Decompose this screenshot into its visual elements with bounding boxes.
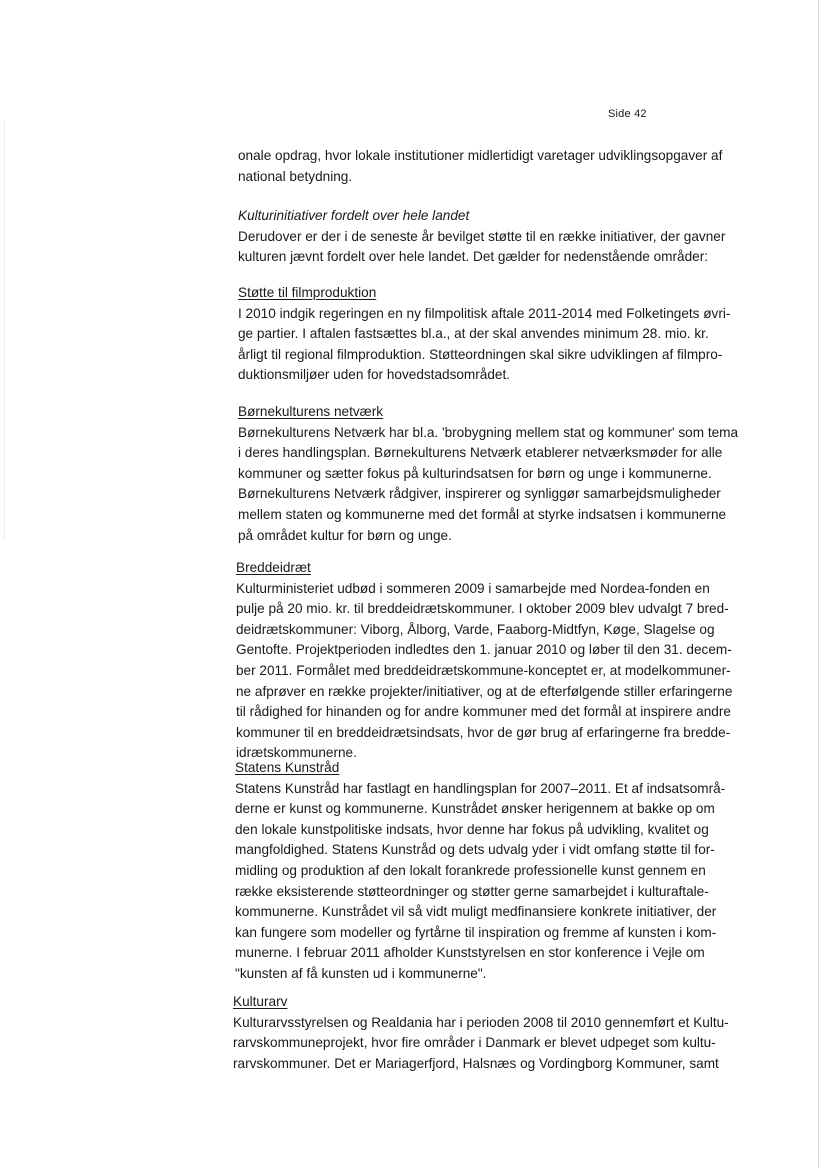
text-line: kommuner og sætter fokus på kulturindsatsen for børn og unge i kommunerne.: [238, 465, 712, 481]
text-line: kommuner til en breddeidrætsindsats, hvor de gør brug af erfaringerne fra bredde-: [236, 724, 731, 740]
text-line: derne er kunst og kommunerne. Kunstrådet ønsker herigennem at bakke op om: [235, 801, 715, 817]
section-heading: Statens Kunstråd: [235, 760, 340, 775]
text-line: ne afprøver en række projekter/initiativer, og at de efterfølgende stiller erfaringerne: [236, 683, 733, 699]
text-line: Kulturarvsstyrelsen og Realdania har i perioden 2008 til 2010 gennemført et Kultu-: [233, 1014, 729, 1030]
section-kulturarv: [233, 992, 729, 1074]
section-heading: Kulturinitiativer fordelt over hele landet: [238, 208, 470, 223]
section-heading: Breddeidræt: [236, 560, 311, 575]
text-line: munerne. I februar 2011 afholder Kunststyrelsen en stor konference i Vejle om: [235, 945, 705, 961]
scan-edge: [4, 120, 5, 540]
section-breddeidraet: [236, 558, 732, 764]
text-line: Kulturministeriet udbød i sommeren 2009 i samarbejde med Nordea-fonden en: [236, 580, 710, 596]
text-line: national betydning.: [238, 168, 353, 184]
text-line: mangfoldighed. Statens Kunstråd og dets udvalg yder i vidt omfang støtte til for-: [235, 842, 715, 858]
text-line: Statens Kunstråd har fastlagt en handlingsplan for 2007–2011. Et af indsatsområ-: [235, 780, 726, 796]
text-line: "kunsten af få kunsten ud i kommunerne".: [235, 965, 487, 981]
text-line: kan fungere som modeller og fyrtårne til inspiration og fremme af kunsten i kom-: [235, 924, 717, 940]
text-line: til rådighed for hinanden og for andre kommuner med det formål at inspirere andre: [236, 704, 731, 720]
text-line: duktionsmiljøer uden for hovedstadsområdet.: [238, 367, 511, 383]
text-line: ge partier. I aftalen fastsættes bl.a., at der skal anvendes minimum 28. mio. kr.: [238, 326, 709, 342]
text-line: idrætskommunerne.: [236, 745, 357, 761]
page-number: Side 42: [608, 108, 647, 120]
intro-paragraph: [238, 146, 722, 187]
text-line: i deres handlingsplan. Børnekulturens Netværk etablerer netværksmøder for alle: [238, 445, 723, 461]
text-line: midling og produktion af den lokalt forankrede professionelle kunst gennem en: [235, 862, 706, 878]
text-line: årligt til regional filmproduktion. Støtteordningen skal sikre udviklingen af filmpro-: [238, 346, 723, 362]
section-kulturinitiativer: [238, 206, 725, 268]
text-line: mellem staten og kommunerne med det formål at styrke indsatsen i kommunerne: [238, 506, 727, 522]
text-line: pulje på 20 mio. kr. til breddeidrætskommuner. I oktober 2009 blev udvalgt 7 bred-: [236, 601, 729, 617]
text-line: I 2010 indgik regeringen en ny filmpolitisk aftale 2011-2014 med Folketingets øvri-: [238, 305, 731, 321]
text-line: kulturen jævnt fordelt over hele landet. Det gælder for nedenstående områder:: [238, 249, 709, 265]
section-heading: Kulturarv: [233, 994, 288, 1009]
text-line: kommunerne. Kunstrådet vil så vidt muligt medfinansiere konkrete initiativer, der: [235, 904, 717, 920]
text-line: rarvskommuneprojekt, hvor fire områder i Danmark er blevet udpeget som kultu-: [233, 1035, 716, 1051]
text-line: Børnekulturens Netværk rådgiver, inspirerer og synliggør samarbejdsmuligheder: [238, 486, 721, 502]
text-line: rarvskommuner. Det er Mariagerfjord, Halsnæs og Vordingborg Kommuner, samt: [233, 1055, 719, 1071]
text-line: den lokale kunstpolitiske indsats, hvor denne har fokus på udvikling, kvalitet og: [235, 821, 709, 837]
text-line: række eksisterende støtteordninger og støtter gerne samarbejdet i kulturaftale-: [235, 883, 709, 899]
text-line: Gentofte. Projektperioden indledtes den 1. januar 2010 og løber til den 31. decem-: [236, 642, 732, 658]
text-line: Derudover er der i de seneste år bevilget støtte til en række initiativer, der gavner: [238, 228, 726, 244]
text-line: onale opdrag, hvor lokale institutioner midlertidigt varetager udviklingsopgaver af: [238, 148, 723, 163]
section-statens-kunstraad: [235, 758, 725, 985]
text-line: Børnekulturens Netværk har bl.a. 'brobygning mellem stat og kommuner' som tema: [238, 424, 739, 440]
section-heading: Børnekulturens netværk: [238, 404, 384, 419]
text-line: deidrætskommuner: Viborg, Ålborg, Varde, Faaborg-Midtfyn, Køge, Slagelse og: [236, 621, 715, 637]
section-boernekultur: [238, 402, 738, 546]
text-line: på området kultur for børn og unge.: [238, 527, 452, 543]
scan-edge: [818, 0, 819, 1168]
section-filmproduktion: [238, 283, 730, 386]
section-heading: Støtte til filmproduktion: [238, 285, 377, 300]
text-line: ber 2011. Formålet med breddeidrætskommune-konceptet er, at modelkommuner-: [236, 662, 731, 678]
